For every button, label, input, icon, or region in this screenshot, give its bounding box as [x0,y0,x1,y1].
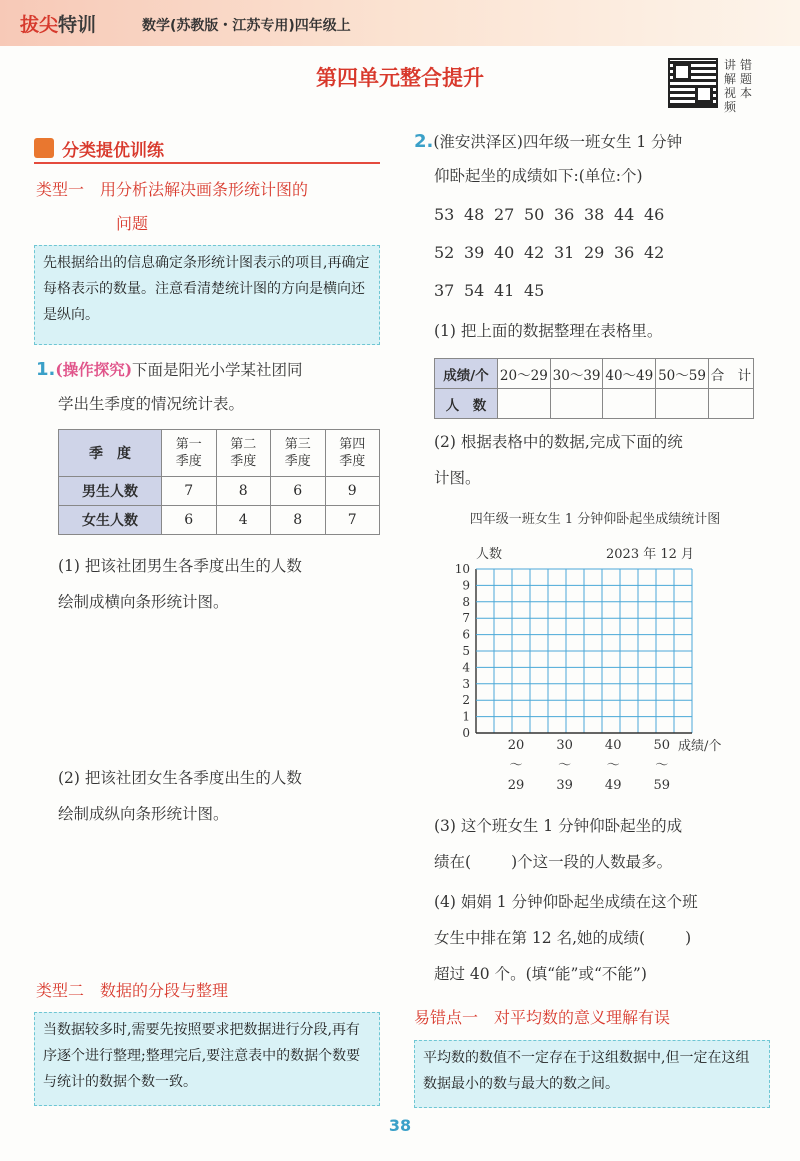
y-tick-label: 9 [462,578,470,593]
mistake-heading: 易错点一 对平均数的意义理解有误 [414,1008,671,1027]
score-input-cell[interactable] [498,389,551,419]
y-tick-label: 10 [454,562,470,576]
table-row: 男生人数 7 8 6 9 [59,477,380,506]
q2-number: 2. [414,131,434,152]
q2-data-row-2: 52 39 40 42 31 29 36 42 [434,243,665,262]
q2-data-row-1: 53 48 27 50 36 38 44 46 [434,205,665,224]
chart-grid [476,569,692,733]
q2-part2-a: (2) 根据表格中的数据,完成下面的统 [434,433,683,451]
y-tick-label: 1 [462,709,470,724]
q1-part1-a: (1) 把该社团男生各季度出生的人数 [58,557,302,575]
x-tick-label: 30 [556,738,573,753]
y-tick-label: 5 [462,644,470,658]
table-col-q2: 第二 季度 [216,430,271,477]
q2-part4-b: 女生中排在第 12 名,她的成绩( ) [434,929,692,947]
q1-number: 1. [36,359,56,380]
type1-heading-cont: 问题 [116,214,149,233]
q1-tag: (操作探究) [55,360,133,379]
qr-label-video: 讲解视频 [724,58,737,114]
q1-text: 下面是阳光小学某社团同 [132,361,303,379]
q2-part2-b: 计图。 [434,469,481,487]
score-chart[interactable] [410,505,780,795]
q2-text: (淮安洪泽区)四年级一班女生 1 分钟 [433,133,683,151]
page-header [0,0,800,46]
chart-yticks [455,562,471,740]
x-tick-label: 29 [507,778,525,793]
y-tick-label: 0 [462,726,470,740]
table-col-q1: 第一 季度 [162,430,217,477]
q1-line2: 学出生季度的情况统计表。 [58,395,245,413]
q2-part1: (1) 把上面的数据整理在表格里。 [434,322,663,340]
x-tick-label: 39 [556,778,573,793]
q2-part3-a: (3) 这个班女生 1 分钟仰卧起坐的成 [434,817,683,835]
q1-part1-b: 绘制成横向条形统计图。 [58,593,229,611]
x-tick-label: ～ [655,758,669,773]
table-col-q3: 第三 季度 [271,430,326,477]
section-title: 分类提优训练 [62,141,164,161]
q1-part2-a: (2) 把该社团女生各季度出生的人数 [58,769,302,787]
brand-logo: 拔尖特训 [20,14,97,36]
x-tick-label: 49 [604,778,622,793]
score-table: 成绩/个 20～29 30～39 40～49 50～59 合 计 人 数 [434,358,754,419]
x-tick-label: ～ [606,758,620,773]
y-tick-label: 6 [462,627,470,642]
q2-data-row-3: 37 54 41 45 [434,281,545,300]
type2-heading: 类型二 数据的分段与整理 [36,981,229,1000]
q1-part2-answer-area[interactable] [58,836,380,966]
y-tick-label: 8 [462,594,470,609]
section-divider [34,162,380,164]
mistake-tip-box: 平均数的数值不一定存在于这组数据中,但一定在这组数据最小的数与最大的数之间。 [414,1040,770,1108]
x-tick-label: ～ [558,758,572,773]
page-title: 第四单元整合提升 [316,66,484,90]
score-input-cell[interactable] [708,389,753,419]
book-subject: 数学(苏教版・江苏专用)四年级上 [142,18,351,34]
q2-line1 [414,126,682,158]
y-tick-label: 3 [462,676,470,691]
q2-line2: 仰卧起坐的成绩如下:(单位:个) [434,167,643,185]
type1-tip-box: 先根据给出的信息确定条形统计图表示的项目,再确定每格表示的数量。注意看清楚统计图的方向是横向还是纵向。 [34,245,380,345]
table-row: 女生人数 6 4 8 7 [59,506,380,535]
score-input-cell[interactable] [603,389,656,419]
table-col-q4: 第四 季度 [325,430,380,477]
x-tick-label: 40 [604,738,622,753]
chart-xlabel: 成绩/个 [678,739,722,754]
birth-season-table [58,429,380,535]
q2-part4-a: (4) 娟娟 1 分钟仰卧起坐成绩在这个班 [434,893,698,911]
qr-code-icon[interactable] [668,58,718,108]
score-input-cell[interactable] [550,389,603,419]
type1-heading: 类型一 用分析法解决画条形统计图的 [36,180,309,199]
table-corner: 季 度 [59,430,162,477]
x-tick-label: ～ [509,758,523,773]
y-tick-label: 7 [462,611,470,626]
chart-xticks [508,738,670,793]
q2-part3-b: 绩在( )个这一段的人数最多。 [434,853,673,871]
qr-label-mistakes: 错题本 [740,58,753,100]
section-flame-icon [34,138,54,158]
type2-tip-box: 当数据较多时,需要先按照要求把数据进行分段,再有序逐个进行整理;整理完后,要注意表中的数据个数要与统计的数据个数一致。 [34,1012,380,1106]
chart-date: 2023 年 12 月 [606,547,695,562]
score-input-cell[interactable] [656,389,709,419]
q1-part1-answer-area[interactable] [58,624,380,754]
chart-title: 四年级一班女生 1 分钟仰卧起坐成绩统计图 [469,512,721,527]
q1-part2-b: 绘制成纵向条形统计图。 [58,805,229,823]
y-tick-label: 4 [462,660,470,675]
y-tick-label: 2 [462,693,470,708]
page-number: 38 [388,1116,412,1135]
x-tick-label: 59 [653,778,671,793]
chart-ylabel: 人数 [476,547,503,562]
x-tick-label: 50 [653,738,671,753]
q2-part4-c: 超过 40 个。(填“能”或“不能”) [434,965,647,983]
x-tick-label: 20 [507,738,525,753]
q1-line1 [36,354,303,386]
